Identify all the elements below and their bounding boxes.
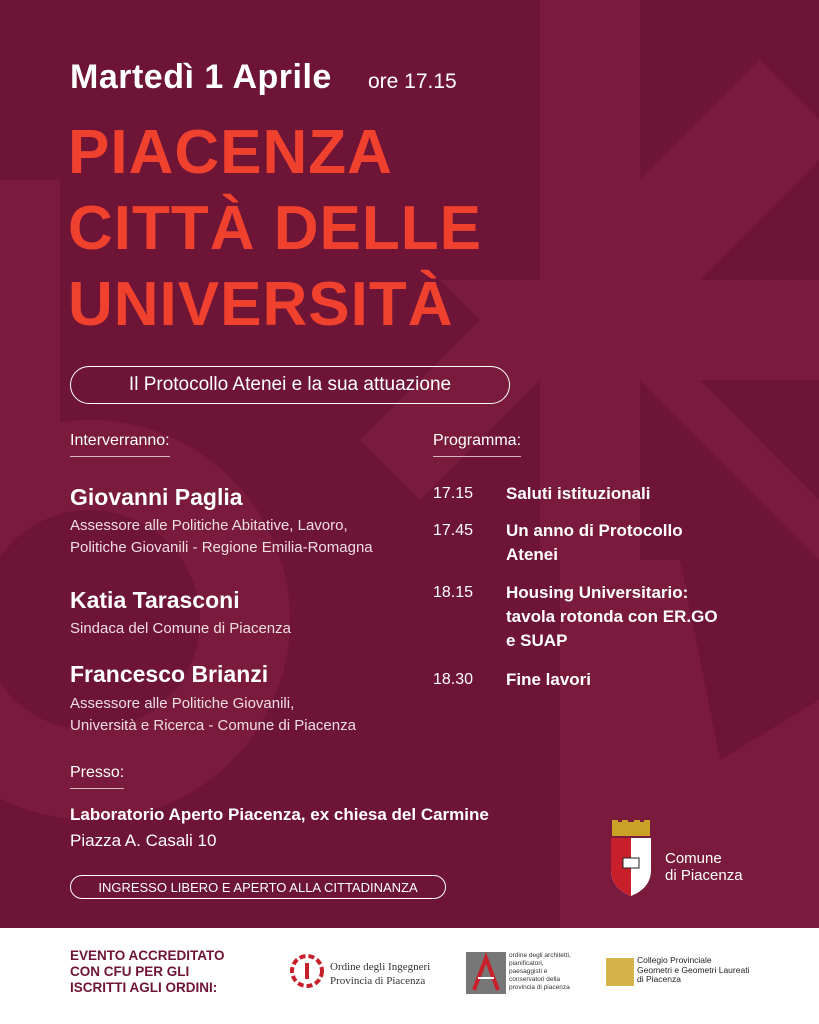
event-date: Martedì 1 Aprile [70, 58, 332, 96]
logo-line: provincia di piacenza [509, 984, 570, 991]
speakers-label: Interverranno: [70, 432, 170, 457]
logo-line: Collegio Provinciale [637, 955, 712, 965]
logo-line: pianificatori, [509, 960, 544, 967]
accreditation-line: CON CFU PER GLI [70, 964, 190, 979]
program-label: Programma: [433, 432, 521, 457]
program-item [506, 519, 766, 567]
program-item-line: Fine lavori [506, 670, 592, 689]
comune-label-line: Comune [665, 850, 722, 867]
program-item-line: Atenei [506, 545, 558, 564]
speaker-role-line: Assessore alle Politiche Abitative, Lavoro, [70, 517, 348, 534]
title-line-1: PIACENZA [68, 118, 393, 187]
location-label: Presso: [70, 764, 124, 789]
logo-line: Provincia di Piacenza [330, 975, 426, 987]
program-time: 17.45 [433, 522, 474, 539]
program-item [506, 581, 766, 653]
program-item-line: tavola rotonda con ER.GO [506, 607, 718, 626]
collegio-geometri-logo-icon [606, 958, 634, 986]
speaker-name: Katia Tarasconi [70, 587, 240, 613]
ordine-architetti-logo [509, 952, 571, 992]
comune-label-line: di Piacenza [665, 867, 743, 884]
venue-name: Laboratorio Aperto Piacenza, ex chiesa del Carmine [70, 805, 489, 824]
ordine-architetti-logo-icon [466, 952, 506, 994]
program-time: 18.15 [433, 584, 474, 601]
speaker-role-line: Sindaca del Comune di Piacenza [70, 620, 291, 637]
speaker-role [70, 693, 410, 737]
ordine-ingegneri-logo [330, 960, 430, 988]
comune-crest-icon [608, 820, 654, 896]
program-item-line: Saluti istituzionali [506, 484, 651, 503]
logo-line: Geometri e Geometri Laureati [637, 964, 750, 975]
logo-line: conservatori della [509, 976, 560, 983]
subtitle-pill: Il Protocollo Atenei e la sua attuazione [70, 366, 510, 404]
program-item-line: e SUAP [506, 631, 568, 650]
logo-line: Ordine degli Ingegneri [330, 961, 431, 973]
title-line-3: UNIVERSITÀ [68, 270, 454, 339]
event-time: ore 17.15 [368, 70, 457, 93]
logo-line: paesaggisti e [509, 968, 548, 975]
entry-pill: INGRESSO LIBERO E APERTO ALLA CITTADINANZA [70, 875, 446, 899]
logo-line: di Piacenza [637, 974, 681, 984]
accreditation-note [70, 948, 225, 996]
accreditation-line: ISCRITTI AGLI ORDINI: [70, 980, 218, 995]
title-line-2: CITTÀ DELLE [68, 194, 482, 263]
footer [0, 928, 819, 1024]
program-time: 17.15 [433, 485, 474, 502]
speaker-role [70, 618, 410, 640]
program-item-line: Un anno di Protocollo [506, 521, 683, 540]
speaker-name: Giovanni Paglia [70, 484, 243, 510]
speaker-role-line: Politiche Giovanili - Regione Emilia-Romagna [70, 539, 373, 556]
speaker-name: Francesco Brianzi [70, 661, 269, 687]
program-item [506, 482, 766, 506]
collegio-geometri-logo [637, 956, 749, 985]
speaker-role-line: Università e Ricerca - Comune di Piacenza [70, 717, 356, 734]
ordine-ingegneri-logo-icon [290, 954, 324, 988]
program-item [506, 668, 766, 692]
program-time: 18.30 [433, 671, 474, 688]
comune-label [665, 850, 743, 884]
speaker-role-line: Assessore alle Politiche Giovanili, [70, 695, 295, 712]
accreditation-line: EVENTO ACCREDITATO [70, 948, 225, 963]
logo-line: ordine degli architetti, [509, 952, 571, 959]
architetti-a-icon [466, 952, 506, 994]
program-item-line: Housing Universitario: [506, 583, 689, 602]
speaker-role [70, 515, 410, 559]
venue-address: Piazza A. Casali 10 [70, 831, 217, 850]
